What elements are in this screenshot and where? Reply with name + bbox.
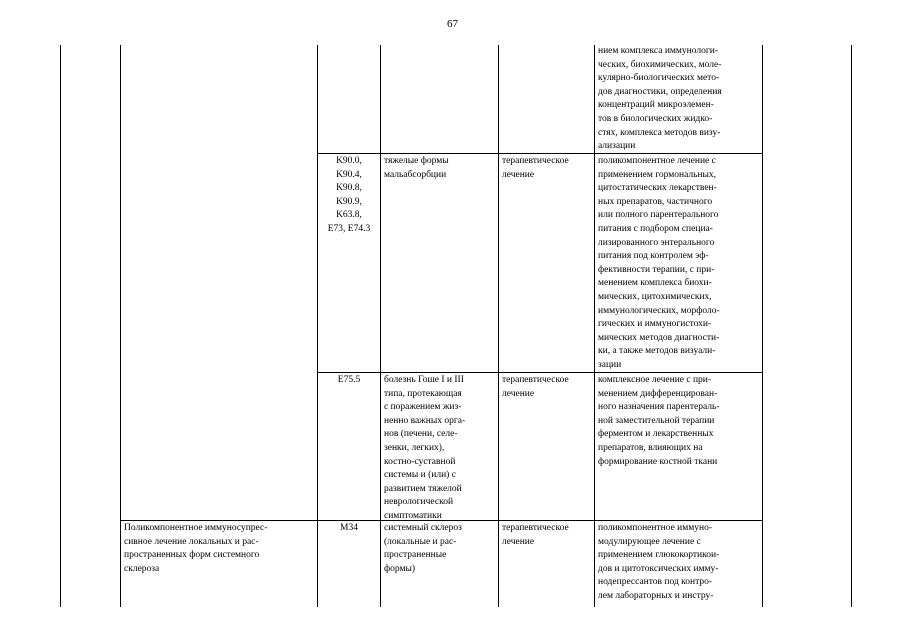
treatment-type-cell: терапевтическое лечение [502,156,569,180]
treatment-type-cell: терапевтическое лечение [502,375,569,399]
model-cell: тяжелые формы мальабсорбции [384,156,449,180]
column-divider-1 [120,45,121,607]
model-cell: системный склероз (локальные и рас- пространенные формы) [384,523,462,574]
code-cell: E75.5 [337,375,361,385]
method-cell: поликомпонентное иммуно- модулирующее лечение с применением глюкокортикои- дов и цитотоксических имму- нодепрессантов под контро- лем лабораторных и инстру- [598,523,720,601]
column-divider-2 [317,45,318,607]
treatment-name-cell: Поликомпонентное иммуносупрес- сивное лечение локальных и рас- пространенных форм системного склероза [124,523,268,574]
method-cell: нием комплекса иммунологи- ческих, биохимических, моле- кулярно-биологических мето- дов диагностики, определения концентраций микроэлемен- тов в биологических жидко- стях, комплекса методов визу- ализации [598,46,722,152]
method-cell: комплексное лечение с при- менением дифференцирован- ного назначения парентераль- ной заместительной терапии ферментом и лекарственных препаратов, влияющих на формирование костной ткани [598,375,720,467]
column-divider-6 [762,45,763,607]
table-border-left [60,45,61,607]
column-divider-3 [380,45,381,607]
model-cell: болезнь Гоше I и III типа, протекающая с поражением жиз- ненно важных орга- нов (печени, селе- зенки, легких), костно-суставной системы и (или) с развитием тяжелой неврологической симптоматики [384,375,466,521]
code-cell: M34 [340,523,358,533]
treatment-type-cell: терапевтическое лечение [502,523,569,547]
code-cell: K90.0, K90.4, K90.8, K90.9, K63.8, E73, E74.3 [327,156,371,234]
column-divider-4 [498,45,499,607]
method-cell: поликомпонентное лечение с применением гормональных, цитостатических лекарствен- ных препаратов, частичного или полного парентерального питания с подбором специа- лизированного энтерального питания под контролем эф- фективности терапии, с при- менением комплекса биохи- мических, цитохимических, иммунологических, морфоло- гических и иммуногистохи- мических методов диагности- ки, а также методов визуали- зации [598,156,720,370]
column-divider-5 [594,45,595,607]
table-border-right [851,45,852,607]
page-number: 67 [447,18,458,30]
